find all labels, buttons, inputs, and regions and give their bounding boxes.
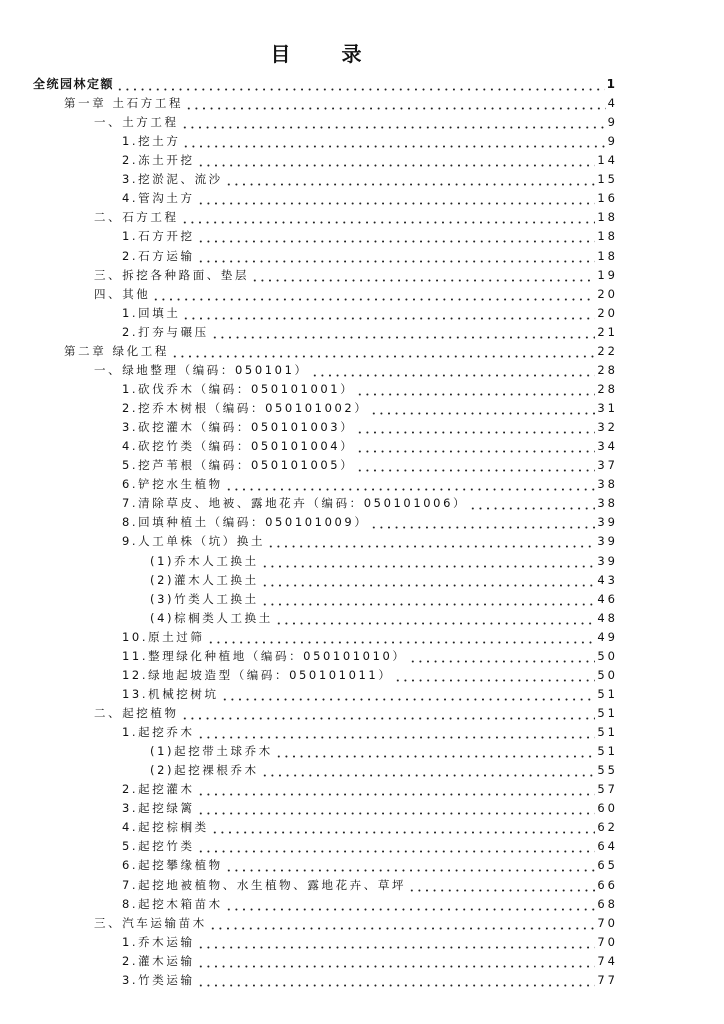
toc-entry[interactable] [122,491,618,510]
dot-leader [356,439,595,453]
toc-entry-page: 34 [597,439,618,454]
dot-leader [209,916,596,930]
dot-leader [197,191,596,205]
dot-leader [211,325,596,339]
toc-entry-page: 51 [597,744,618,759]
toc-entry-label: 3.起挖绿篱 [122,801,195,816]
toc-entry[interactable] [122,682,618,701]
dot-leader [211,820,596,834]
toc-entry[interactable] [122,873,618,892]
toc-entry-page: 15 [597,172,618,187]
toc-entry-page: 28 [597,381,618,396]
toc-entry-label: (1)乔木人工换土 [150,553,259,568]
toc-entry-label: (1)起挖带土球乔木 [150,744,273,759]
toc-entry[interactable] [122,377,618,396]
toc-entry-label: 2.灌木运输 [122,953,195,968]
toc-entry-page: 18 [597,210,618,225]
toc-entry[interactable] [150,587,618,606]
dot-leader [370,401,595,415]
toc-entry-label: 5.挖芦苇根（编码：050101005） [122,458,355,473]
dot-leader [225,858,596,872]
dot-leader [197,229,596,243]
toc-entry-page: 1 [606,77,618,91]
toc-entry[interactable] [64,339,618,358]
toc-entry-label: 1.回填土 [122,305,181,320]
dot-leader [221,687,596,701]
toc-entry[interactable] [122,892,618,911]
dot-leader [356,382,595,396]
toc-entry-label: 1.起挖乔木 [122,725,195,740]
dot-leader [356,458,595,472]
dot-leader [181,210,596,224]
toc-entry-label: 一、土方工程 [94,115,179,130]
toc-entry[interactable] [94,263,618,282]
toc-entry-page: 28 [597,362,618,377]
toc-entry-label: 3.砍挖灌木（编码：050101003） [122,420,355,435]
toc-entry-page: 74 [597,953,618,968]
toc-entry-label: 2.石方运输 [122,248,195,263]
toc-entry-label: 一、绿地整理（编码：050101） [94,362,309,377]
toc-entry-page: 70 [597,934,618,949]
toc-entry[interactable] [122,834,618,853]
toc-entry[interactable] [150,606,618,625]
toc-entry[interactable] [122,777,618,796]
toc-entry-page: 49 [597,629,618,644]
toc-entry[interactable] [122,663,618,682]
toc-entry-label: 10.原土过筛 [122,629,205,644]
toc-entry-label: 3.挖淤泥、流沙 [122,172,223,187]
toc-entry-label: 1.挖土方 [122,134,181,149]
toc-entry[interactable] [94,282,618,301]
toc-entry[interactable] [122,720,618,739]
toc-entry-page: 20 [597,305,618,320]
toc-entry-page: 50 [597,648,618,663]
toc-entry[interactable] [122,644,618,663]
toc-entry-page: 57 [597,782,618,797]
toc-entry[interactable] [150,739,618,758]
dot-leader [181,115,606,129]
toc-entry[interactable] [122,186,618,205]
toc-entry-label: 12.绿地起坡造型（编码：050101011） [122,667,393,682]
toc-entry[interactable] [122,396,618,415]
toc-entry[interactable] [150,758,618,777]
dot-leader [207,630,596,644]
dot-leader [182,306,595,320]
toc-entry-label: 第一章 土石方工程 [64,96,184,111]
dot-leader [197,782,596,796]
toc-entry-page: 65 [597,858,618,873]
dot-leader [251,268,595,282]
toc-entry-page: 31 [597,401,618,416]
toc-entry-label: 4.起挖棕榈类 [122,820,209,835]
toc-entry-label: 9.人工单株（坑）换土 [122,534,266,549]
dot-leader [225,897,596,911]
dot-leader [311,363,596,377]
dot-leader [197,801,596,815]
toc-entry-label: 2.冻土开挖 [122,153,195,168]
toc-entry-page: 14 [597,153,618,168]
dot-leader [409,649,596,663]
dot-leader [261,573,596,587]
toc-entry-page: 32 [597,420,618,435]
toc-entry-label: (4)棕榈类人工换土 [150,610,273,625]
toc-entry[interactable] [150,549,618,568]
toc-entry[interactable] [64,91,618,110]
toc-entry[interactable] [122,301,618,320]
toc-entry-page: 51 [597,725,618,740]
toc-entry-label: 6.铲挖水生植物 [122,477,223,492]
toc-entry-label: 三、汽车运输苗木 [94,915,207,930]
toc-entry-label: 7.清除草皮、地被、露地花卉（编码：050101006） [122,496,468,511]
toc-entry[interactable] [122,510,618,529]
toc-entry-label: 1.石方开挖 [122,229,195,244]
dot-leader [197,249,596,263]
toc-entry[interactable] [122,129,618,148]
dot-leader [394,668,595,682]
dot-leader [152,287,595,301]
toc-entry[interactable] [94,911,618,930]
toc-entry[interactable] [122,244,618,263]
dot-leader [197,839,596,853]
toc-entry-label: (2)起挖裸根乔木 [150,763,259,778]
toc-entry-page: 46 [597,591,618,606]
toc-entry[interactable] [122,453,618,472]
toc-entry-label: 三、拆挖各种路面、垫层 [94,267,250,282]
toc-entry-label: (2)灌木人工换土 [150,572,259,587]
toc-entry-page: 62 [597,820,618,835]
toc-entry-page: 48 [597,610,618,625]
toc-entry-label: 4.砍挖竹类（编码：050101004） [122,439,355,454]
toc-entry-page: 39 [597,534,618,549]
toc-entry-label: 3.竹类运输 [122,972,195,987]
toc-entry[interactable] [150,568,618,587]
toc-entry-page: 18 [597,229,618,244]
toc-entry-label: 7.起挖地被植物、水生植物、露地花卉、草坪 [122,877,407,892]
toc-entry-label: 1.砍伐乔木（编码：050101001） [122,381,355,396]
toc-entry-page: 18 [597,248,618,263]
toc-entry-page: 22 [597,343,618,358]
toc-entry-page: 50 [597,667,618,682]
toc-entry-page: 9 [607,134,618,149]
dot-leader [185,96,606,110]
toc-entry-page: 38 [597,496,618,511]
toc-entry[interactable] [122,949,618,968]
dot-leader [197,954,596,968]
toc-entry-page: 77 [597,972,618,987]
dot-leader [197,153,596,167]
toc-entry-page: 51 [597,705,618,720]
toc-entry[interactable] [94,110,618,129]
toc-entry[interactable] [122,224,618,243]
toc-entry[interactable] [122,434,618,453]
toc-entry[interactable] [122,472,618,491]
toc-entry-label: 四、其他 [94,286,151,301]
toc-entry-label: 6.起挖攀缘植物 [122,858,223,873]
toc-entry-label: 2.打夯与碾压 [122,324,209,339]
toc-entry[interactable] [122,625,618,644]
toc-entry-page: 16 [597,191,618,206]
toc-entry[interactable] [94,701,618,720]
toc-entry[interactable] [122,796,618,815]
toc-entry-page: 4 [607,96,618,111]
dot-leader [356,420,595,434]
toc-entry-label: 第二章 绿化工程 [64,343,169,358]
toc-entry-page: 60 [597,801,618,816]
toc-entry[interactable] [122,968,618,987]
toc-entry-label: 5.起挖竹类 [122,839,195,854]
dot-leader [370,515,595,529]
toc-entry-label: 4.管沟土方 [122,191,195,206]
toc-entry[interactable] [122,853,618,872]
dot-leader [116,77,605,91]
toc-entry-page: 20 [597,286,618,301]
toc-entry[interactable] [122,529,618,548]
toc-entry-page: 21 [597,324,618,339]
toc-entry[interactable] [122,148,618,167]
toc-entry-page: 55 [597,763,618,778]
toc-entry-label: 8.起挖木箱苗木 [122,896,223,911]
toc-entry-label: 二、起挖植物 [94,705,179,720]
toc-entry-page: 19 [597,267,618,282]
dot-leader [225,477,596,491]
toc-title: 目 录 [270,42,384,66]
toc-entry[interactable] [122,930,618,949]
dot-leader [408,878,595,892]
dot-leader [225,172,596,186]
toc-entry-page: 64 [597,839,618,854]
dot-leader [469,496,595,510]
dot-leader [197,725,596,739]
dot-leader [197,935,596,949]
toc-entry-label: 二、石方工程 [94,210,179,225]
dot-leader [261,554,596,568]
toc-entry-label: 全统园林定额 [33,77,115,91]
toc-entry-page: 38 [597,477,618,492]
toc-entry-page: 66 [597,877,618,892]
dot-leader [182,134,605,148]
toc-entry[interactable] [122,815,618,834]
toc-entry-label: 2.起挖灌木 [122,782,195,797]
toc-entry-label: 13.机械挖树坑 [122,686,219,701]
toc-entry[interactable] [94,205,618,224]
toc-entry-label: 8.回填种植土（编码：050101009） [122,515,369,530]
toc-entry-page: 9 [607,115,618,130]
dot-leader [261,763,596,777]
toc-entry-page: 39 [597,515,618,530]
dot-leader [261,592,596,606]
toc-entry-page: 70 [597,915,618,930]
toc-entry-page: 43 [597,572,618,587]
toc-entry-label: 1.乔木运输 [122,934,195,949]
toc-entry-label: 2.挖乔木树根（编码：050101002） [122,401,369,416]
dot-leader [275,744,596,758]
toc-entry-label: 11.整理绿化种植地（编码：050101010） [122,648,407,663]
toc-entry-page: 51 [597,686,618,701]
dot-leader [181,706,596,720]
dot-leader [197,973,596,987]
toc-entry[interactable] [122,320,618,339]
toc-entry[interactable] [94,358,618,377]
toc-entry[interactable] [122,167,618,186]
toc-entry-label: (3)竹类人工换土 [150,591,259,606]
toc-entry-page: 37 [597,458,618,473]
dot-leader [171,344,595,358]
toc-entry-page: 68 [597,896,618,911]
toc-entry[interactable] [122,415,618,434]
dot-leader [267,534,595,548]
toc-entry[interactable] [33,72,618,91]
dot-leader [275,611,596,625]
toc-entry-page: 39 [597,553,618,568]
